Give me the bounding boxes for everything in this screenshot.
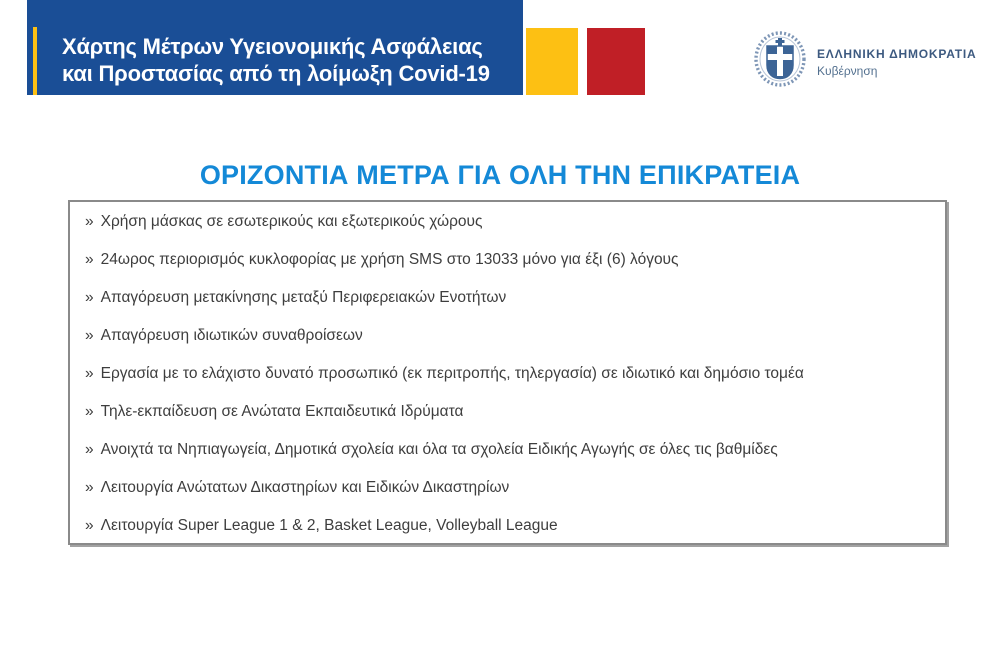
measures-list xyxy=(70,202,945,545)
government-logo xyxy=(753,30,977,88)
yellow-accent-block xyxy=(526,28,578,95)
measure-item xyxy=(85,355,933,393)
measure-text: Απαγόρευση μετακίνησης μεταξύ Περιφερειακών Ενοτήτων xyxy=(100,289,507,306)
measure-text: Τηλε-εκπαίδευση σε Ανώτατα Εκπαιδευτικά Ιδρύματα xyxy=(100,403,464,420)
measure-text: Ανοιχτά τα Νηπιαγωγεία, Δημοτικά σχολεία και όλα τα σχολεία Ειδικής Αγωγής σε όλες τις βαθμίδες xyxy=(100,441,778,458)
measure-item xyxy=(85,241,933,279)
measure-item xyxy=(85,469,933,507)
measure-item xyxy=(85,203,933,241)
banner-title-line2: και Προστασίας από τη λοίμωξη Covid-19 xyxy=(62,61,490,86)
measure-item xyxy=(85,431,933,469)
coat-of-arms-icon xyxy=(753,30,807,88)
bullet-glyph: » xyxy=(85,365,94,382)
measure-text: Χρήση μάσκας σε εσωτερικούς και εξωτερικούς χώρους xyxy=(100,213,483,230)
measure-item xyxy=(85,317,933,355)
banner xyxy=(27,0,523,95)
measure-item xyxy=(85,279,933,317)
measure-item xyxy=(85,393,933,431)
measure-text: Εργασία με το ελάχιστο δυνατό προσωπικό (εκ περιτροπής, τηλεργασία) σε ιδιωτικό και δημόσιο τομέα xyxy=(100,365,804,382)
bullet-glyph: » xyxy=(85,441,94,458)
bullet-glyph: » xyxy=(85,289,94,306)
measure-text: Απαγόρευση ιδιωτικών συναθροίσεων xyxy=(100,327,363,344)
page-title: ΟΡΙΖΟΝΤΙΑ ΜΕΤΡΑ ΓΙΑ ΟΛΗ ΤΗΝ ΕΠΙΚΡΑΤΕΙΑ xyxy=(199,160,801,190)
bullet-glyph: » xyxy=(85,403,94,420)
government-name: ΕΛΛΗΝΙΚΗ ΔΗΜΟΚΡΑΤΙΑ xyxy=(817,46,977,61)
measures-panel xyxy=(68,200,947,545)
banner-title xyxy=(62,33,490,87)
banner-yellow-stripe xyxy=(33,27,37,95)
government-text xyxy=(817,41,977,78)
red-accent-block xyxy=(587,28,645,95)
bullet-glyph: » xyxy=(85,251,94,268)
measure-text: Λειτουργία Super League 1 & 2, Basket League, Volleyball League xyxy=(100,517,558,534)
bullet-glyph: » xyxy=(85,517,94,534)
bullet-glyph: » xyxy=(85,213,94,230)
government-subtitle: Κυβέρνηση xyxy=(817,63,878,78)
banner-title-line1: Χάρτης Μέτρων Υγειονομικής Ασφάλειας xyxy=(62,34,483,59)
bullet-glyph: » xyxy=(85,327,94,344)
measure-text: Λειτουργία Ανώτατων Δικαστηρίων και Ειδικών Δικαστηρίων xyxy=(100,479,510,496)
bullet-glyph: » xyxy=(85,479,94,496)
measure-item xyxy=(85,507,933,545)
measure-text: 24ωρος περιορισμός κυκλοφορίας με χρήση SMS στο 13033 μόνο για έξι (6) λόγους xyxy=(100,251,679,268)
